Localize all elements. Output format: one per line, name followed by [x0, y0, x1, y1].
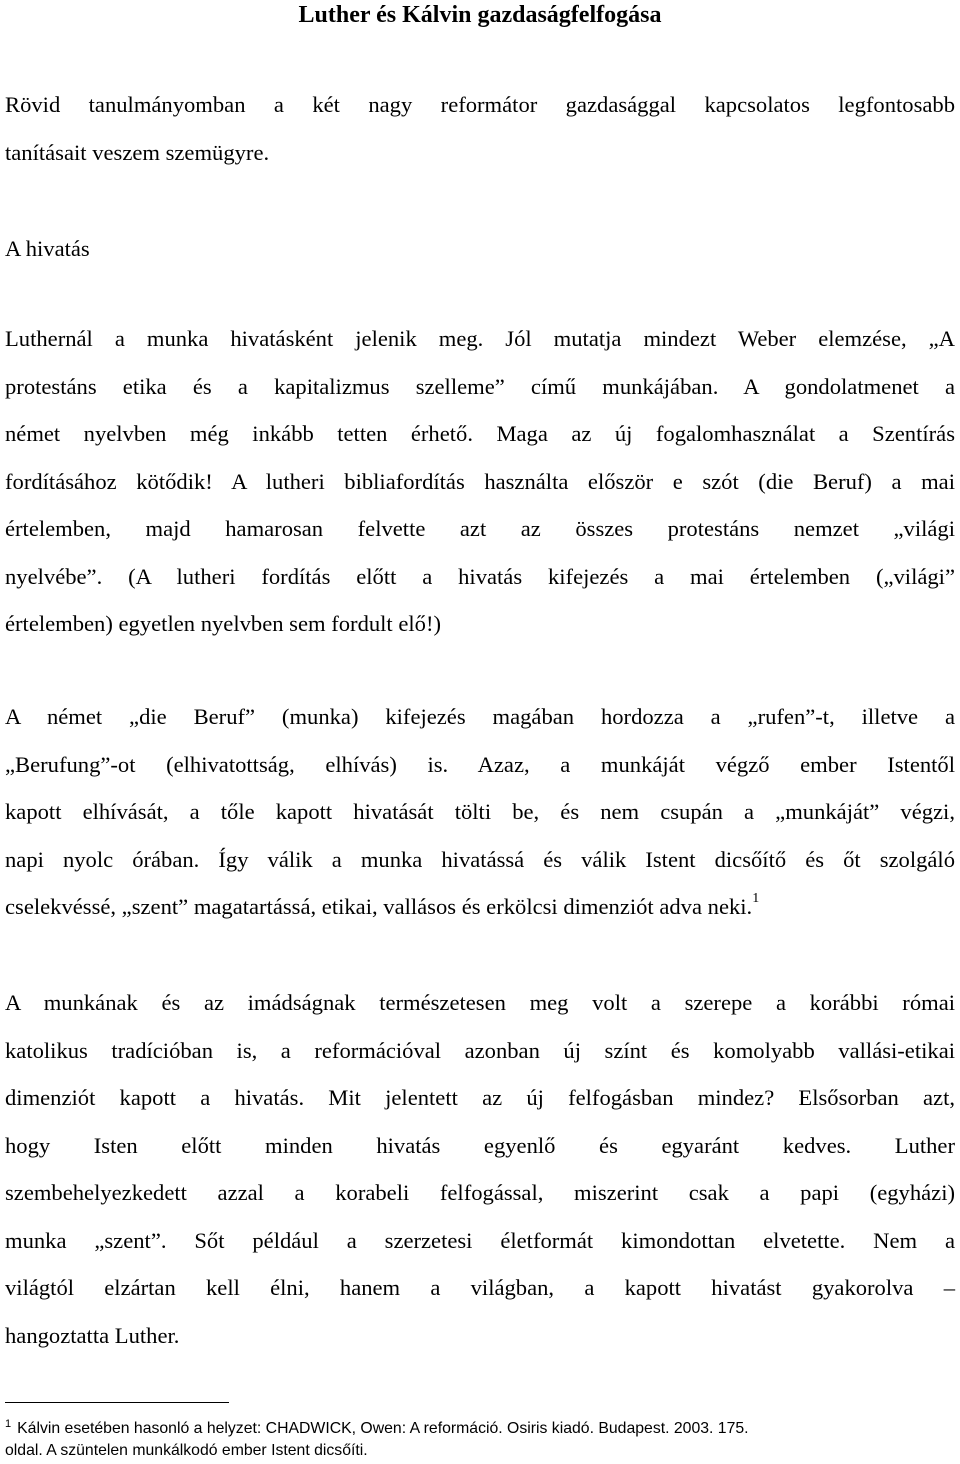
paragraph-line: hangoztatta Luther.: [5, 1322, 180, 1348]
intro-line: tanításait veszem szemügyre.: [5, 139, 270, 165]
paragraph-line-text: cselekvéssé, „szent” magatartássá, etikai, vallásos és erkölcsi dimenziót adva neki.: [5, 894, 753, 919]
footnote-line: oldal. A szüntelen munkálkodó ember Istent dicsőíti.: [5, 1442, 368, 1459]
paragraph-beruf: [5, 693, 955, 931]
footnote-text: Kálvin esetében hasonló a helyzet: CHADWICK, Owen: A reformáció. Osiris kiadó. Budapest. 2003. 175.: [17, 1420, 749, 1437]
paragraph-line: protestáns etika és a kapitalizmus szelleme” című munkájában. A gondolatmenet a: [5, 373, 955, 399]
paragraph-line: munka „szent”. Sőt például a szerzetesi életformát kimondottan elvetette. Nem a: [5, 1227, 955, 1253]
paragraph-line: katolikus tradícióban is, a reformációval azonban új színt és komolyabb vallási-etikai: [5, 1037, 955, 1063]
paragraph-line: nyelvébe”. (A lutheri fordítás előtt a hivatás kifejezés a mai értelemben („világi”: [5, 563, 955, 589]
paragraph-line: értelemben, majd hamarosan felvette azt az összes protestáns nemzet „világi: [5, 516, 955, 541]
document-title: Luther és Kálvin gazdaságfelfogása: [298, 2, 662, 28]
paragraph-line: Luthernál a munka hivatásként jelenik meg. Jól mutatja mindezt Weber elemzése, „A: [5, 326, 955, 351]
paragraph-line: német nyelvben még inkább tetten érhető. Maga az új fogalomhasználat a Szentírás: [5, 421, 955, 446]
intro-paragraph: [5, 81, 955, 176]
paragraph-line: napi nyolc órában. Így válik a munka hivatássá és válik Istent dicsőítő és őt szolgáló: [5, 846, 955, 872]
paragraph-line: [5, 883, 955, 931]
paragraph-line: értelemben) egyetlen nyelvben sem fordult elő!): [5, 611, 442, 636]
paragraph-line: világtól elzártan kell élni, hanem a világban, a kapott hivatást gyakorolva –: [5, 1275, 955, 1300]
section-heading: A hivatás: [5, 236, 90, 261]
footnote: [5, 1418, 955, 1462]
paragraph-line: szembehelyezkedett azzal a korabeli felfogással, miszerint csak a papi (egyházi): [5, 1180, 955, 1205]
footnote-number: 1: [5, 1418, 12, 1430]
paragraph-catholic-tradition: [5, 979, 955, 1359]
paragraph-line: fordításához kötődik! A lutheri bibliafordítás használta először e szót (die Beruf) a mai: [5, 468, 955, 494]
intro-line: Rövid tanulmányomban a két nagy reformátor gazdasággal kapcsolatos legfontosabb: [5, 92, 955, 117]
paragraph-line: „Berufung”-ot (elhivatottság, elhívás) is. Azaz, a munkáját végző ember Istentől: [5, 751, 955, 777]
footnote-reference[interactable]: 1: [752, 891, 760, 906]
paragraph-line: A német „die Beruf” (munka) kifejezés magában hordozza a „rufen”-t, illetve a: [5, 704, 955, 729]
footnote-line: [5, 1418, 955, 1440]
footnote-separator: [5, 1402, 229, 1403]
paragraph-line: dimenziót kapott a hivatás. Mit jelentett az új felfogásban mindez? Elsősorban azt,: [5, 1085, 955, 1110]
paragraph-weber: [5, 315, 955, 648]
paragraph-line: kapott elhívását, a tőle kapott hivatását tölti be, és nem csupán a „munkáját” végzi,: [5, 799, 955, 824]
paragraph-line: hogy Isten előtt minden hivatás egyenlő és egyaránt kedves. Luther: [5, 1132, 955, 1158]
paragraph-line: A munkának és az imádságnak természetesen meg volt a szerepe a korábbi római: [5, 990, 955, 1015]
